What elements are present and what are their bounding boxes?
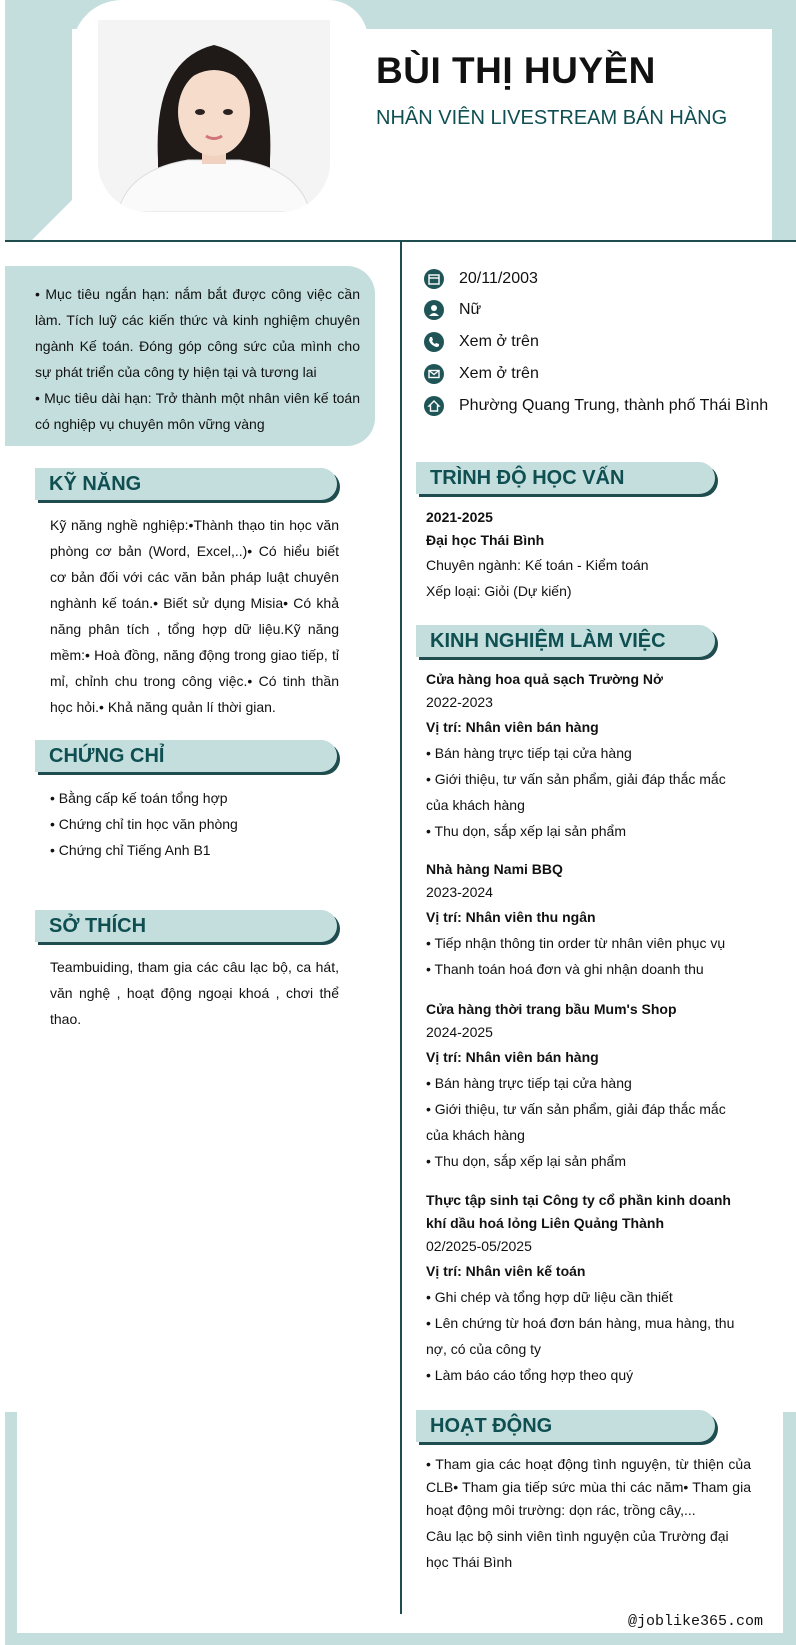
experience-bullet: • Tiếp nhận thông tin order từ nhân viên phục vụ (426, 935, 726, 951)
experience-bullet: • Bán hàng trực tiếp tại cửa hàng (426, 1075, 632, 1091)
calendar-icon (424, 269, 444, 289)
experience-years: 02/2025-05/2025 (426, 1238, 532, 1254)
education-major: Chuyên ngành: Kế toán - Kiểm toán (426, 557, 649, 573)
experience-years: 2024-2025 (426, 1024, 493, 1040)
birthdate-text: 20/11/2003 (459, 270, 538, 287)
experience-position: Vị trí: Nhân viên thu ngân (426, 909, 596, 925)
certificate-item: • Chứng chỉ Tiếng Anh B1 (50, 842, 211, 858)
experience-company: Nhà hàng Nami BBQ (426, 861, 563, 877)
experience-company: Cửa hàng hoa quả sạch Trường Nở (426, 671, 663, 687)
experience-heading: KINH NGHIỆM LÀM VIỆC (416, 625, 715, 657)
education-years: 2021-2025 (426, 509, 493, 525)
job-title: NHÂN VIÊN LIVESTREAM BÁN HÀNG (376, 107, 728, 129)
contact-gender (424, 299, 784, 321)
certificates-heading: CHỨNG CHỈ (35, 740, 337, 772)
experience-bullet: • Ghi chép và tổng hợp dữ liệu cần thiết (426, 1289, 673, 1305)
hobbies-heading: SỞ THÍCH (35, 910, 337, 942)
activities-club: Câu lạc bộ sinh viên tình nguyện của Trường đại học Thái Bình (426, 1528, 729, 1570)
mail-icon (424, 364, 444, 384)
contact-birthdate (424, 268, 784, 290)
candidate-name: BÙI THỊ HUYỀN (376, 50, 656, 91)
experience-entry (426, 1189, 751, 1388)
objective-short-term: • Mục tiêu ngắn hạn: nắm bắt được công việc cần làm. Tích luỹ các kiến thức và kinh nghiệm chuyên ngành Kế toán. Đóng góp công sức của mình cho sự phát triển của công ty hiện tại và tương lai (35, 286, 360, 380)
experience-entry (426, 998, 751, 1174)
education-heading: TRÌNH ĐỘ HỌC VẤN (416, 462, 715, 494)
activities-text: • Tham gia các hoạt động tình nguyện, từ thiện của CLB• Tham gia tiếp sức mùa thi các năm• Tham gia hoạt động môi trường: dọn rác, trồng cây,... (426, 1456, 751, 1518)
skills-heading: KỸ NĂNG (35, 468, 337, 500)
contact-address (424, 395, 784, 417)
email-text: Xem ở trên (459, 365, 539, 382)
experience-position: Vị trí: Nhân viên bán hàng (426, 1049, 599, 1065)
experience-entry (426, 668, 751, 844)
certificates-list (50, 785, 339, 863)
experience-position: Vị trí: Nhân viên bán hàng (426, 719, 599, 735)
certificate-item: • Chứng chỉ tin học văn phòng (50, 816, 238, 832)
experience-bullet: • Lên chứng từ hoá đơn bán hàng, mua hàng, thu nợ, có của công ty (426, 1315, 735, 1357)
education-entry (426, 506, 756, 604)
experience-company: Cửa hàng thời trang bầu Mum's Shop (426, 1001, 677, 1017)
frame-bottom (5, 1633, 796, 1645)
objective-long-term: • Mục tiêu dài hạn: Trở thành một nhân viên kế toán có nghiệp vụ chuyên môn vững vàng (35, 390, 360, 432)
activities-heading: HOẠT ĐỘNG (416, 1410, 715, 1442)
experience-company: Thực tập sinh tại Công ty cổ phần kinh doanh khí dầu hoá lỏng Liên Quảng Thành (426, 1192, 731, 1231)
experience-bullet: • Thu dọn, sắp xếp lại sản phẩm (426, 1153, 626, 1169)
frame-right (783, 1412, 796, 1645)
person-icon (424, 300, 444, 320)
frame-left (5, 1412, 17, 1645)
skills-text: Kỹ năng nghề nghiệp:•Thành thạo tin học văn phòng cơ bản (Word, Excel,..)• Có hiểu biết cơ bản đối với các văn bản pháp luật chuyên nghành kế toán.• Biết sử dụng Misia• Có khả năng phân tích , tổng hợp dữ liệu.Kỹ năng mềm:• Hoà đồng, năng động trong giao tiếp, tỉ mỉ, chỉnh chu trong công việc.• Có tinh thần học hỏi.• Khả năng quản lí thời gian. (50, 517, 339, 715)
phone-text: Xem ở trên (459, 333, 539, 350)
gender-text: Nữ (459, 301, 482, 318)
experience-bullet: • Giới thiệu, tư vấn sản phẩm, giải đáp thắc mắc của khách hàng (426, 1101, 726, 1143)
address-text: Phường Quang Trung, thành phố Thái Bình (459, 397, 769, 414)
certificate-item: • Bằng cấp kế toán tổng hợp (50, 790, 228, 806)
experience-years: 2022-2023 (426, 694, 493, 710)
experience-bullet: • Thu dọn, sắp xếp lại sản phẩm (426, 823, 626, 839)
education-grade: Xếp loại: Giỏi (Dự kiến) (426, 583, 572, 599)
experience-bullet: • Giới thiệu, tư vấn sản phẩm, giải đáp thắc mắc của khách hàng (426, 771, 726, 813)
contact-email (424, 363, 784, 385)
profile-photo (98, 20, 330, 212)
experience-position: Vị trí: Nhân viên kế toán (426, 1263, 586, 1279)
home-icon (424, 396, 444, 416)
education-school: Đại học Thái Bình (426, 532, 545, 548)
contact-phone (424, 331, 784, 353)
watermark: @joblike365.com (628, 1613, 764, 1630)
experience-bullet: • Bán hàng trực tiếp tại cửa hàng (426, 745, 632, 761)
experience-bullet: • Làm báo cáo tổng hợp theo quý (426, 1367, 634, 1383)
column-divider (400, 242, 402, 1614)
experience-years: 2023-2024 (426, 884, 493, 900)
experience-bullet: • Thanh toán hoá đơn và ghi nhận doanh thu (426, 961, 704, 977)
experience-entry (426, 858, 751, 982)
phone-icon (424, 332, 444, 352)
photo-bubble-tail (32, 195, 77, 240)
hobbies-text: Teambuiding, tham gia các câu lạc bộ, ca hát, văn nghệ , hoạt động ngoại khoá , chơi thể thao. (50, 959, 339, 1027)
career-objective (5, 266, 375, 446)
